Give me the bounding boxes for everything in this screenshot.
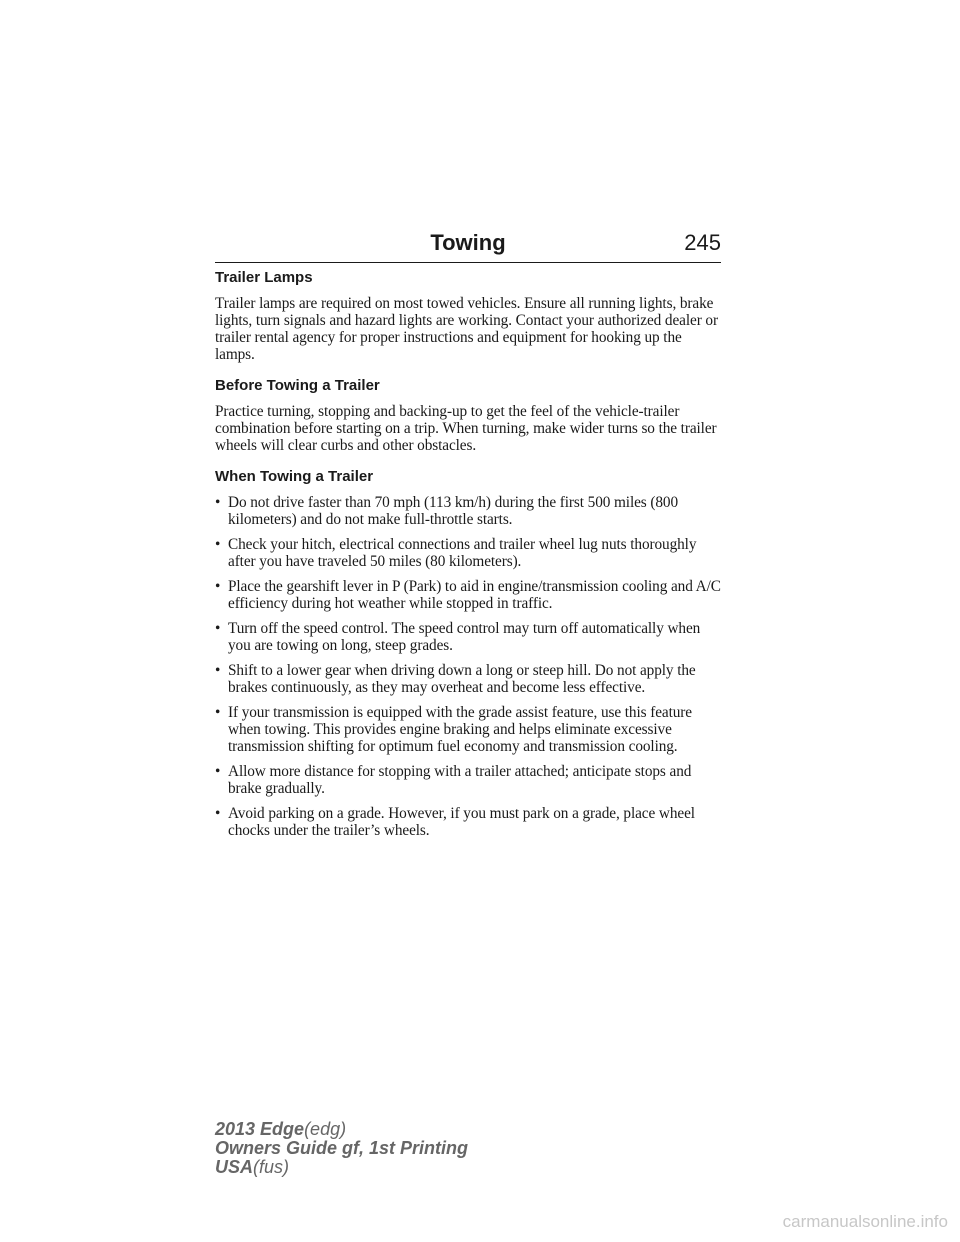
footer-model-code: (edg) <box>304 1119 347 1139</box>
site-watermark: carmanualsonline.info <box>782 1212 948 1231</box>
list-item-text: Do not drive faster than 70 mph (113 km/h) during the first 500 miles (800 kilometers) and do not make full-throttle starts. <box>228 494 679 528</box>
list-item <box>215 494 721 528</box>
page-number: 245 <box>684 230 721 255</box>
section-heading: Before Towing a Trailer <box>215 377 380 394</box>
list-item <box>215 763 721 797</box>
footer-region-code: (fus) <box>253 1157 290 1177</box>
footer-guide-line <box>215 1139 468 1158</box>
section-heading: Trailer Lamps <box>215 269 313 286</box>
section-heading: When Towing a Trailer <box>215 468 374 485</box>
page-content <box>215 268 721 847</box>
list-item-text: Place the gearshift lever in P (Park) to aid in engine/transmission cooling and A/C efficiency during hot weather while stopped in traffic. <box>228 578 721 612</box>
bullet-icon: • <box>215 578 221 595</box>
bullet-icon: • <box>215 536 221 553</box>
footer-region: USA <box>215 1157 254 1177</box>
list-item <box>215 620 721 654</box>
list-item-text: Allow more distance for stopping with a trailer attached; anticipate stops and brake gradually. <box>228 763 692 797</box>
bullet-icon: • <box>215 662 221 679</box>
bullet-icon: • <box>215 763 221 780</box>
section-body: Trailer lamps are required on most towed vehicles. Ensure all running lights, brake lights, turn signals and hazard lights are working. Contact your authorized dealer or trailer rental agency for proper instructions and equipment for hooking up the lamps. <box>215 295 718 363</box>
chapter-title: Towing <box>430 230 506 255</box>
footer-model-line <box>215 1120 468 1139</box>
bullet-icon: • <box>215 620 221 637</box>
towing-tips-list <box>215 494 721 839</box>
footer-guide: Owners Guide gf, 1st Printing <box>215 1138 469 1158</box>
bullet-icon: • <box>215 805 221 822</box>
list-item-text: Check your hitch, electrical connections and trailer wheel lug nuts thoroughly after you have traveled 50 miles (80 kilometers). <box>228 536 697 570</box>
section-when-towing <box>215 467 721 839</box>
list-item <box>215 662 721 696</box>
print-footer <box>215 1120 468 1177</box>
list-item-text: Avoid parking on a grade. However, if you must park on a grade, place wheel chocks under the trailer’s wheels. <box>228 805 695 839</box>
list-item <box>215 578 721 612</box>
list-item <box>215 704 721 755</box>
list-item-text: Shift to a lower gear when driving down a long or steep hill. Do not apply the brakes continuously, as they may overheat and become less effective. <box>228 662 696 696</box>
section-body: Practice turning, stopping and backing-up to get the feel of the vehicle-trailer combination before starting on a trip. When turning, make wider turns so the trailer wheels will clear curbs and other obstacles. <box>215 403 717 454</box>
list-item-text: If your transmission is equipped with the grade assist feature, use this feature when towing. This provides engine braking and helps eliminate excessive transmission shifting for optimum fuel economy and transmission cooling. <box>228 704 692 755</box>
list-item-text: Turn off the speed control. The speed control may turn off automatically when you are towing on long, steep grades. <box>228 620 701 654</box>
bullet-icon: • <box>215 494 221 511</box>
footer-model: 2013 Edge <box>215 1119 305 1139</box>
header-divider <box>215 262 721 263</box>
page-header <box>215 228 721 262</box>
section-trailer-lamps <box>215 268 721 363</box>
list-item <box>215 805 721 839</box>
list-item <box>215 536 721 570</box>
footer-region-line <box>215 1158 468 1177</box>
section-before-towing <box>215 376 721 454</box>
bullet-icon: • <box>215 704 221 721</box>
